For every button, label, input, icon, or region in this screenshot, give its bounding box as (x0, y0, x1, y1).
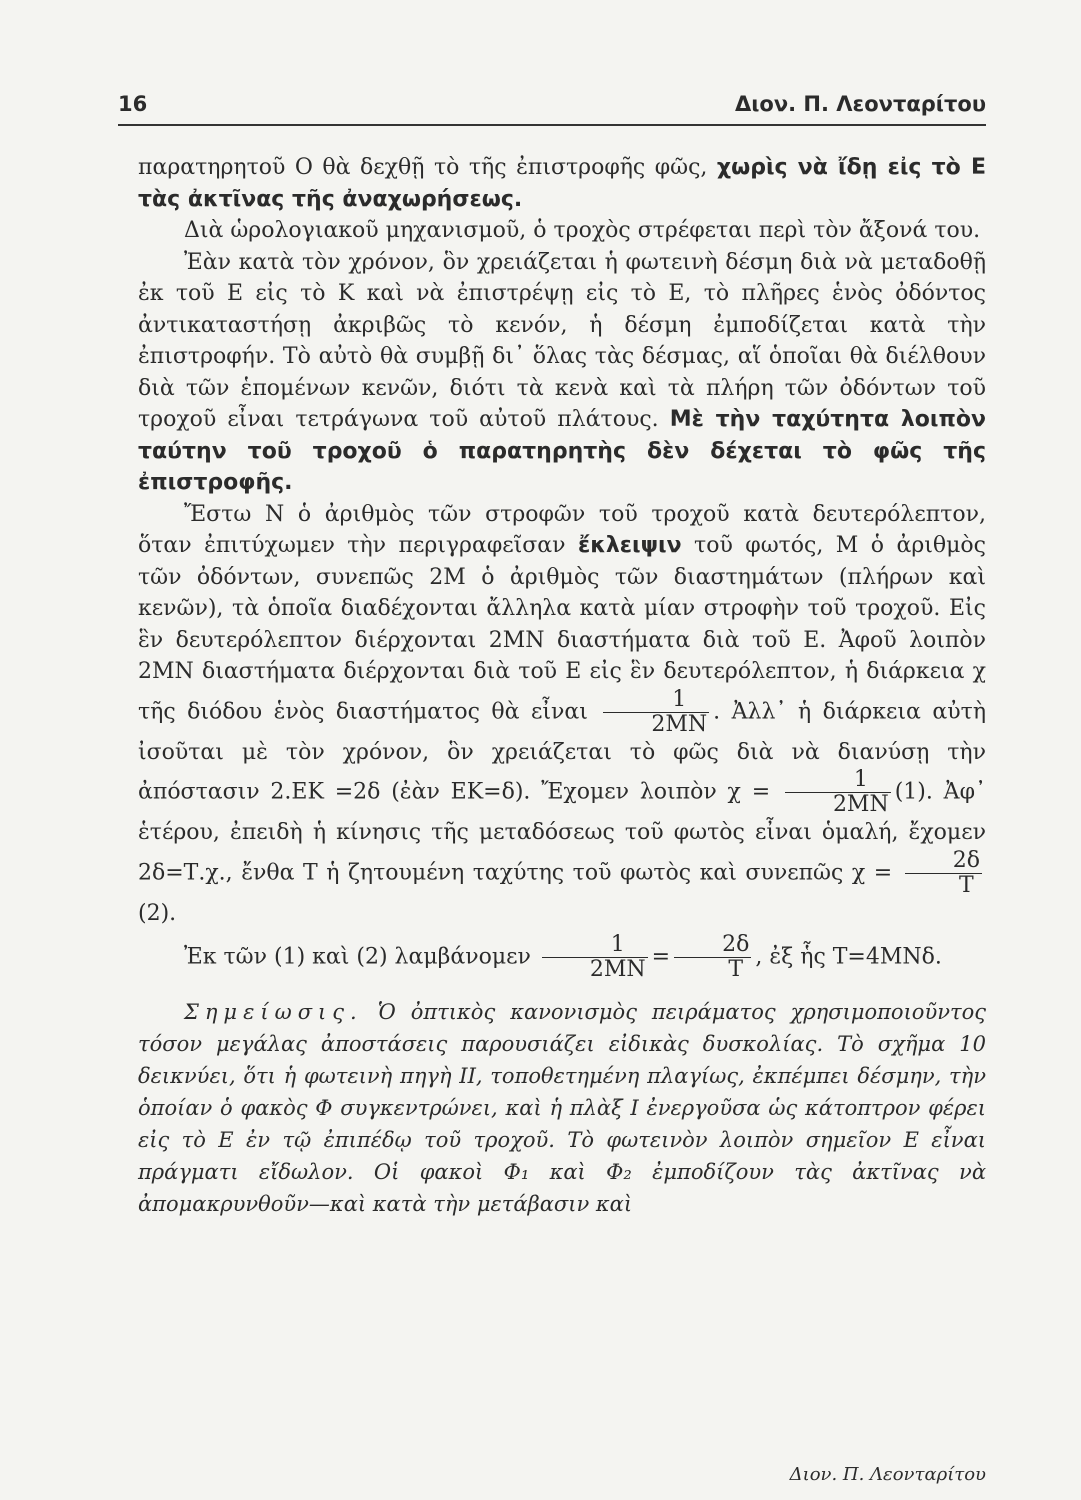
p5-text-b: , ἐξ ἧς Τ=4ΜΝδ. (755, 944, 942, 970)
note-label: Σημείωσις. (184, 1000, 363, 1024)
note-body: Ὁ ὀπτικὸς κανονισμὸς πειράματος χρησιμοποιοῦντος τόσον μεγάλας ἀποστάσεις παρουσιάζει εἰδικὰς δυσκολίας. Τὸ σχῆμα 10 δεικνύει, ὅτι ἡ φωτεινὴ πηγὴ ΙΙ, τοποθετημένη πλαγίως, ἐκπέμπει δέσμην, τὴν ὁποίαν ὁ φακὸς Φ συγκεντρώνει, καὶ ἡ πλὰξ Ι ἐνεργοῦσα ὡς κάτοπτρον φέρει εἰς τὸ Ε ἐν τῷ ἐπιπέδῳ τοῦ τροχοῦ. Τὸ φωτεινὸν λοιπὸν σημεῖον Ε εἶναι πράγματι εἴδωλον. Οἱ φακοὶ Φ₁ καὶ Φ₂ ἐμποδίζουν τὰς ἀκτῖνας νὰ ἀπομακρυνθοῦν—καὶ κατὰ τὴν μετάβασιν καὶ (138, 1000, 986, 1216)
p4-text-d: . Ἀλλ᾿ ἡ διάρκεια αὐτὴ ἰσοῦται μὲ τὸν χρόνον, ὃν χρειάζεται τὸ φῶς διὰ νὰ διανύσῃ τὴν ἀπόστασιν 2.ΕΚ =2δ (ἐὰν ΕΚ=δ). Ἔχομεν λοιπὸν χ = (138, 699, 986, 805)
p3-bold-text: Μὲ τὴν ταχύτητα λοιπὸν ταύτην τοῦ τροχοῦ ὁ παρατηρητὴς δὲν δέχεται τὸ φῶς τῆς ἐπιστροφῆς. (138, 407, 986, 495)
fraction-4-den: 2ΜΝ (589, 957, 646, 982)
p3-text: Ἐὰν κατὰ τὸν χρόνον, ὃν χρειάζεται ἡ φωτεινὴ δέσμη διὰ νὰ μεταδοθῇ ἐκ τοῦ Ε εἰς τὸ Κ καὶ νὰ ἐπιστρέψῃ εἰς τὸ Ε, τὸ πλῆρες ἑνὸς ὀδόντος ἀντικαταστήσῃ ἀκριβῶς τὸ κενόν, ἡ δέσμη ἐμποδίζεται κατὰ τὴν ἐπιστροφήν. Τὸ αὐτὸ θὰ συμβῇ δι᾿ ὅλας τὰς δέσμας, αἵ ὁποῖαι θὰ διέλθουν διὰ τῶν ἑπομένων κενῶν, διότι τὰ κενὰ καὶ τὰ πλήρη τῶν ὀδόντων τοῦ τροχοῦ εἶναι τετράγωνα τοῦ αὐτοῦ πλάτους. (138, 249, 986, 432)
paragraph-4 (138, 499, 986, 930)
fraction-1-num: 1 (603, 688, 709, 713)
p4-text-e: (1). Ἀφ᾿ ἑτέρου, ἐπειδὴ ἡ κίνησις τῆς μεταδόσεως τοῦ φωτὸς εἶναι ὁμαλή, ἔχομεν 2δ=Τ.χ., ἔνθα Τ ἡ ζητουμένη ταχύτης τοῦ φωτὸς καὶ συνεπῶς χ = (138, 779, 986, 885)
p4-bold-eclipse: ἔκλειψιν (577, 533, 682, 558)
p2-text: Διὰ ὡρολογιακοῦ μηχανισμοῦ, ὁ τροχὸς στρέφεται περὶ τὸν ἄξονά του. (184, 218, 981, 243)
p5-text-a: Ἐκ τῶν (1) καὶ (2) λαμβάνομεν (184, 944, 531, 970)
page-number: 16 (118, 92, 148, 116)
fraction-2 (785, 768, 891, 817)
fraction-4 (542, 933, 648, 982)
fraction-5-den: Τ (728, 957, 744, 982)
paragraph-3 (138, 247, 986, 499)
fraction-4-num: 1 (542, 933, 648, 958)
p4-text-c: τοῦ φωτός, Μ ὁ ἀριθμὸς τῶν ὀδόντων, συνεπῶς 2Μ ὁ ἀριθμὸς τῶν διαστημάτων (πλήρων καὶ κενῶν), τὰ ὁποῖα διαδέχονται ἄλληλα κατὰ μίαν στροφὴν τοῦ τροχοῦ. Εἰς ἓν δευτερόλεπτον διέρχονται 2ΜΝ διαστήματα διὰ τοῦ Ε. Ἀφοῦ λοιπὸν 2ΜΝ διαστήματα διέρχονται διὰ τοῦ Ε εἰς ἓν δευτερόλεπτον, ἡ διάρκεια χ τῆς διόδου ἑνὸς διαστήματος θὰ εἶναι (138, 533, 986, 724)
p4-text-f: (2). (138, 900, 177, 926)
fraction-3-den: Τ (959, 872, 974, 898)
running-head: Διον. Π. Λεονταρίτου (734, 92, 986, 116)
fraction-1-den: 2ΜΝ (651, 711, 708, 737)
page-body (138, 152, 986, 1220)
page-header (118, 92, 986, 126)
fraction-2-num: 1 (785, 768, 891, 793)
p5-equals: = (651, 944, 671, 970)
paragraph-5 (138, 933, 986, 982)
p1-text: παρατηρητοῦ Ο θὰ δεχθῇ τὸ τῆς ἐπιστροφῆς φῶς, (138, 155, 717, 180)
note-paragraph (138, 996, 986, 1220)
p1-bold-text: χωρὶς νὰ ἴδῃ εἰς τὸ Ε τὰς ἀκτῖνας τῆς ἀναχωρήσεως. (138, 155, 986, 212)
fraction-2-den: 2ΜΝ (832, 792, 889, 817)
paragraph-1 (138, 152, 986, 215)
fraction-5-num: 2δ (674, 933, 751, 958)
paragraph-2 (138, 215, 986, 247)
fraction-5 (674, 933, 751, 982)
fraction-3 (905, 849, 982, 898)
p4-text-a: Ἔστω Ν ὁ ἀριθμὸς τῶν στροφῶν τοῦ τροχοῦ κατὰ δευτερόλεπτον, ὅταν ἐπιτύχωμεν τὴν περιγραφεῖσαν (138, 501, 986, 558)
fraction-1 (603, 688, 709, 737)
fraction-3-num: 2δ (905, 849, 982, 874)
signature: Διον. Π. Λεονταρίτου (789, 1464, 986, 1485)
